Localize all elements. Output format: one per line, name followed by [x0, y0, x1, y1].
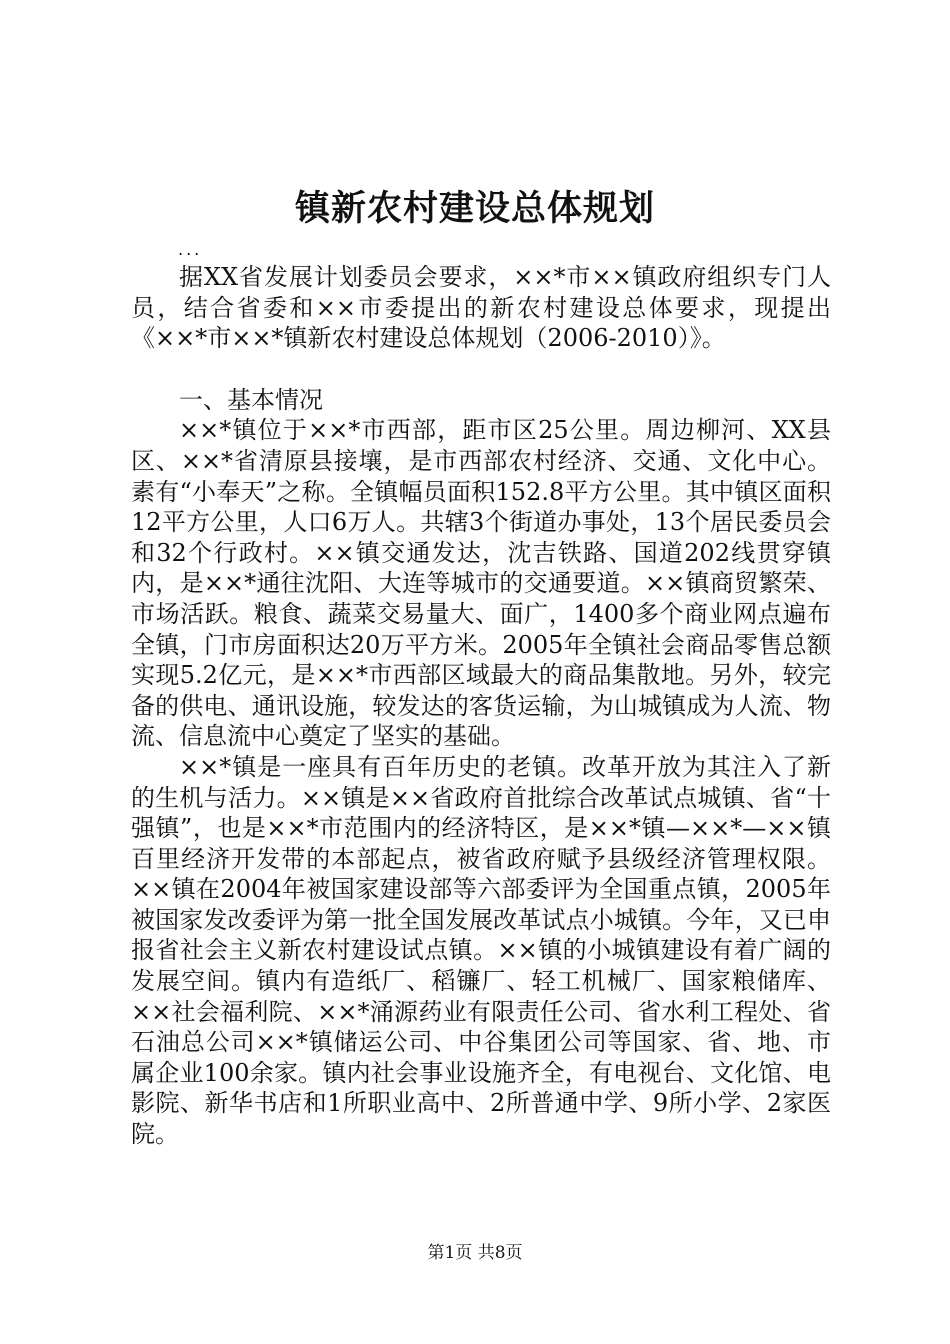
- section-heading: 一、基本情况: [179, 385, 323, 414]
- page-footer: 第1页 共8页: [427, 1243, 523, 1263]
- ellipsis-marker: ...: [178, 240, 203, 259]
- body-paragraph: ××*镇是一座具有百年历史的老镇。改革开放为其注入了新的生机与活力。××镇是××省政府首批综合改革试点城镇、省“十强镇”，也是××*市范围内的经济特区，是××*镇—××*—××镇百里经济开发带的本部起点，被省政府赋予县级经济管理权限。××镇在2004年被国家建设部等六部委评为全国重点镇，2005年被国家发改委评为第一批全国发展改革试点小城镇。今年，又已申报省社会主义新农村建设试点镇。××镇的小城镇建设有着广阔的发展空间。镇内有造纸厂、稻镰厂、轻工机械厂、国家粮储库、××社会福利院、××*涌源药业有限责任公司、省水利工程处、省石油总公司××*镇储运公司、中谷集团公司等国家、省、地、市属企业100余家。镇内社会事业设施齐全，有电视台、文化馆、电影院、新华书店和1所职业高中、2所普通中学、9所小学、2家医院。: [131, 752, 831, 1149]
- document-title: 镇新农村建设总体规划: [294, 188, 655, 229]
- document-body: [131, 262, 831, 1150]
- intro-paragraph: 据XX省发展计划委员会要求，××*市××镇政府组织专门人员，结合省委和××市委提出的新农村建设总体要求，现提出《××*市××*镇新农村建设总体规划（2006-2010）》。: [131, 263, 831, 353]
- body-paragraph: ××*镇位于××*市西部，距市区25公里。周边柳河、XX县区、××*省清原县接壤，是市西部农村经济、交通、文化中心。素有“小奉天”之称。全镇幅员面积152.8平方公里。其中镇区面积12平方公里，人口6万人。共辖3个街道办事处，13个居民委员会和32个行政村。××镇交通发达，沈吉铁路、国道202线贯穿镇内，是××*通往沈阳、大连等城市的交通要道。××镇商贸繁荣、市场活跃。粮食、蔬菜交易量大、面广，1400多个商业网点遍布全镇，门市房面积达20万平方米。2005年全镇社会商品零售总额实现5.2亿元，是××*市西部区域最大的商品集散地。另外，较完备的供电、通讯设施，较发达的客货运输，为山城镇成为人流、物流、信息流中心奠定了坚实的基础。: [131, 416, 831, 751]
